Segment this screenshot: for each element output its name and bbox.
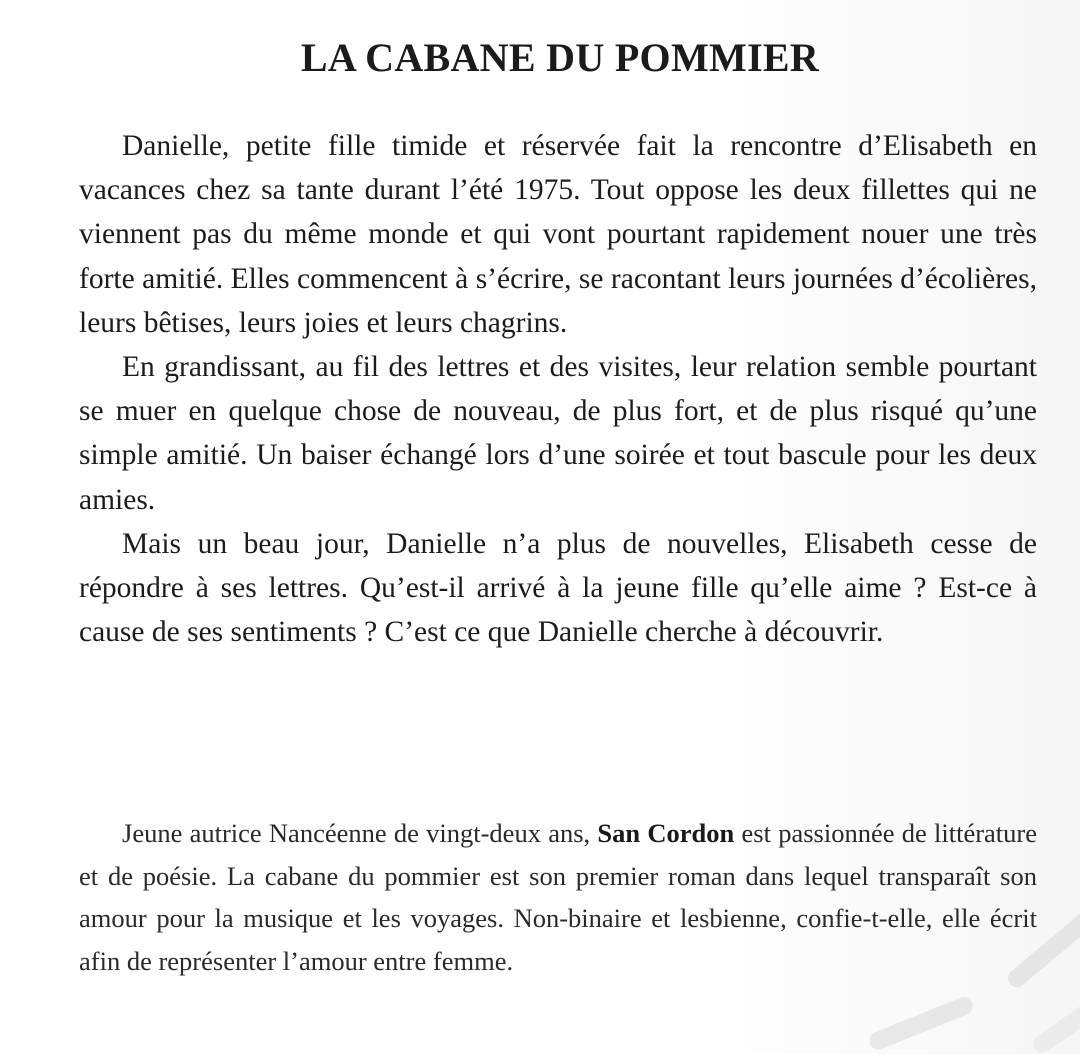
book-blurb [79,124,1037,654]
author-bio-rest: est passionnée de littérature et de poésie. La cabane du pommier est son premier roman dans lequel transparaît son amour pour la musique et les voyages. Non-binaire et lesbienne, confie-t-elle, elle écrit afin de représenter l’amour entre femme. [79,818,1037,976]
author-bio-intro: Jeune autrice Nancéenne de vingt-deux ans, [122,818,598,848]
author-bio-paragraph [79,812,1037,982]
decorative-brush-stroke [867,994,976,1052]
book-title: LA CABANE DU POMMIER [300,35,820,80]
blurb-paragraph-3: Mais un beau jour, Danielle n’a plus de nouvelles, Elisabeth cesse de répondre à ses lettres. Qu’est-il arrivé à la jeune fille qu’elle aime ? Est-ce à cause de ses sentiments ? C’est ce que Danielle cherche à découvrir. [79,527,1037,649]
decorative-brush-stroke [1030,996,1080,1056]
blurb-paragraph-2: En grandissant, au fil des lettres et des visites, leur relation semble pourtant se muer en quelque chose de nouveau, de plus fort, et de plus risqué qu’une simple amitié. Un baiser échangé lors d’une soirée et tout bascule pour les deux amies. [79,351,1037,516]
author-bio [79,812,1037,982]
blurb-paragraph-1: Danielle, petite fille timide et réservée fait la rencontre d’Elisabeth en vacances chez sa tante durant l’été 1975. Tout oppose les deux fillettes qui ne viennent pas du même monde et qui vont pourtant rapidement nouer une très forte amitié. Elles commencent à s’écrire, se racontant leurs journées d’écolières, leurs bêtises, leurs joies et leurs chagrins. [79,130,1037,339]
author-name: San Cordon [597,818,735,848]
